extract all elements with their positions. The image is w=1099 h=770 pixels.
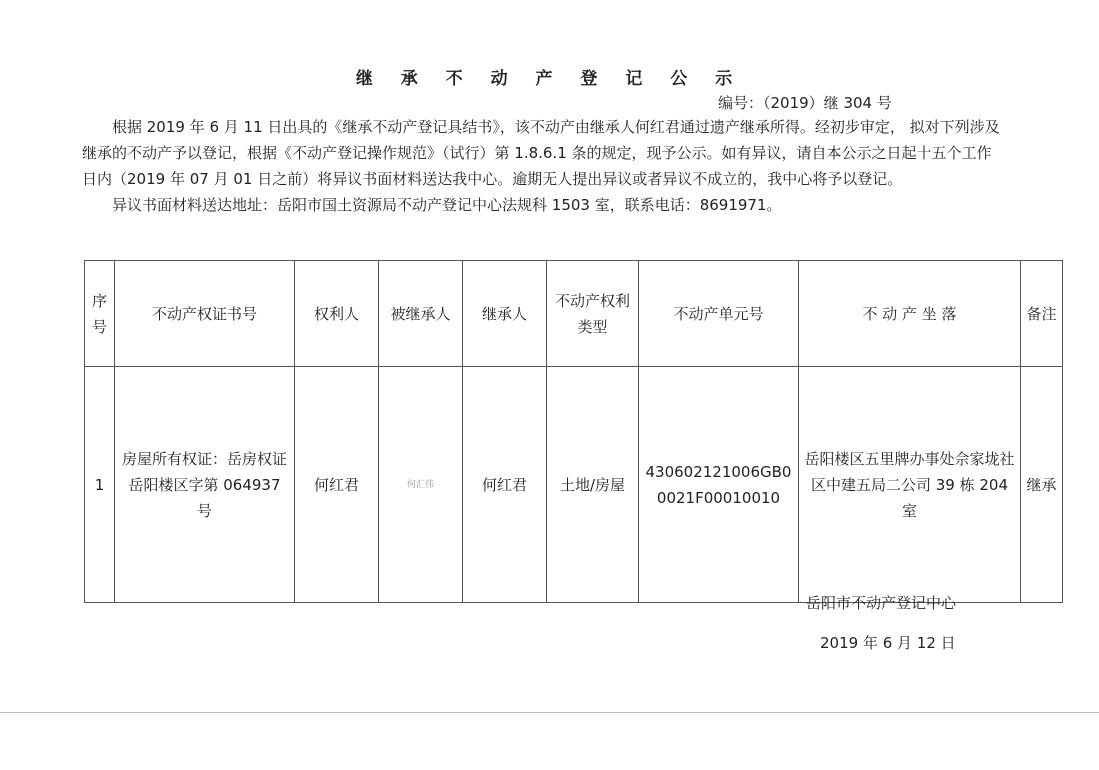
cell-right-type: 土地/房屋 bbox=[547, 367, 639, 603]
registration-table bbox=[84, 260, 1063, 603]
cell-inherited-from: 何汇伟 bbox=[379, 367, 463, 603]
cell-location: 岳阳楼区五里牌办事处佘家垅社区中建五局二公司 39 栋 204 室 bbox=[799, 367, 1021, 603]
header-holder: 权利人 bbox=[295, 261, 379, 367]
header-heir: 继承人 bbox=[463, 261, 547, 367]
cell-remark: 继承 bbox=[1021, 367, 1063, 603]
header-location: 不 动 产 坐 落 bbox=[799, 261, 1021, 367]
document-title: 继 承 不 动 产 登 记 公 示 bbox=[355, 69, 744, 89]
table-row bbox=[85, 367, 1063, 603]
issue-date: 2019 年 6 月 12 日 bbox=[820, 634, 956, 652]
header-inherited-from: 被继承人 bbox=[379, 261, 463, 367]
notice-body bbox=[82, 114, 1002, 218]
cell-seq: 1 bbox=[85, 367, 115, 603]
issuing-organization: 岳阳市不动产登记中心 bbox=[806, 594, 957, 612]
cell-unit-no: 430602121006GB00021F00010010 bbox=[639, 367, 799, 603]
objection-address: 异议书面材料送达地址：岳阳市国土资源局不动产登记中心法规科 1503 室，联系电话：8691971。 bbox=[112, 196, 782, 214]
table-header-row bbox=[85, 261, 1063, 367]
cell-heir: 何红君 bbox=[463, 367, 547, 603]
cell-cert-no: 房屋所有权证：岳房权证岳阳楼区字第 064937 号 bbox=[115, 367, 295, 603]
header-unit-no: 不动产单元号 bbox=[639, 261, 799, 367]
cell-holder: 何红君 bbox=[295, 367, 379, 603]
header-cert-no: 不动产权证书号 bbox=[115, 261, 295, 367]
header-seq: 序号 bbox=[85, 261, 115, 367]
document-number: 编号：（2019）继 304 号 bbox=[718, 94, 892, 112]
scan-edge-divider bbox=[0, 712, 1099, 713]
header-remark: 备注 bbox=[1021, 261, 1063, 367]
header-right-type: 不动产权利类型 bbox=[547, 261, 639, 367]
notice-paragraph: 根据 2019 年 6 月 11 日出具的《继承不动产登记具结书》，该不动产由继承人何红君通过遗产继承所得。经初步审定， 拟对下列涉及继承的不动产予以登记，根据《不动产登记操作规范》（试行）第 1.8.6.1 条的规定，现予公示。如有异议，请自本公示之日起十五个工作日内（2019 年 07 月 01 日之前）将异议书面材料送达我中心。逾期无人提出异议或者异议不成立的，我中心将予以登记。 bbox=[82, 118, 1000, 188]
